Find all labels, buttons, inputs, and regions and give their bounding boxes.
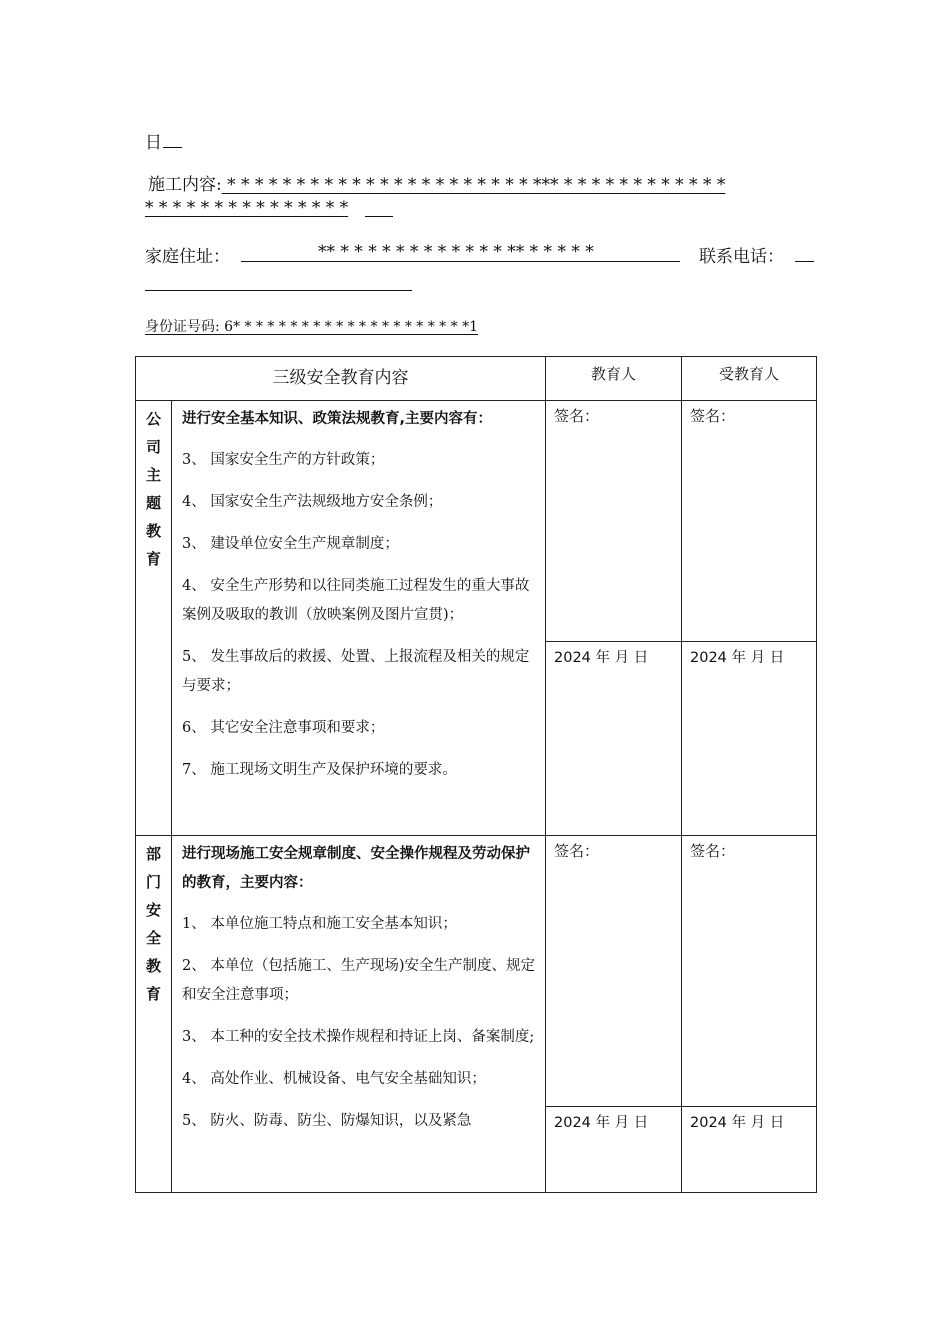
section-label-company — [136, 401, 172, 836]
label-char: 育 — [145, 550, 161, 568]
address-label: 家庭住址： — [145, 247, 230, 267]
table-row — [136, 401, 817, 642]
id-line — [145, 316, 478, 336]
label-char: 全 — [145, 929, 161, 947]
label-char: 公 — [145, 410, 161, 428]
list-item: 2、 本单位（包括施工、生产现场)安全生产制度、规定和安全注意事项； — [182, 958, 535, 1003]
list-item: 4、 高处作业、机械设备、电气安全基础知识； — [182, 1071, 486, 1087]
list-item: 3、 本工种的安全技术操作规程和持证上岗、备案制度; — [182, 1029, 535, 1045]
educatee-date-cell: 2024 年 月 日 — [682, 1107, 817, 1193]
list-item: 5、 防火、防毒、防尘、防爆知识，以及紧急 — [182, 1113, 472, 1129]
id-value: 6* * * * * * * * * * * * * * * * * * * * *1 — [224, 319, 478, 335]
construction-value-2: * * * * * * * * * * * * * * * — [145, 198, 349, 218]
section-title: 进行安全基本知识、政策法规教育,主要内容有： — [182, 411, 493, 427]
education-table — [135, 356, 817, 1193]
section-content-clip — [182, 840, 537, 1192]
section-title: 进行现场施工安全规章制度、安全操作规程及劳动保护的教育，主要内容： — [182, 846, 530, 891]
list-item: 5、 发生事故后的救援、处置、上报流程及相关的规定与要求； — [182, 649, 530, 694]
list-item: 6、 其它安全注意事项和要求； — [182, 720, 385, 736]
section-label-department — [136, 836, 172, 1193]
list-item: 3、 建设单位安全生产规章制度； — [182, 536, 399, 552]
label-char: 部 — [145, 845, 161, 863]
section-content-department — [172, 836, 546, 1193]
construction-value-1: * * * * * * * * * * * * * * * * * * * * * * *** * * * * * * * * * * * * — [221, 175, 726, 195]
label-char: 题 — [145, 494, 161, 512]
phone-underline-2 — [145, 290, 412, 291]
list-item: 3、 国家安全生产的方针政策； — [182, 452, 385, 468]
label-char: 教 — [145, 522, 161, 540]
list-item: 4、 国家安全生产法规级地方安全条例； — [182, 494, 443, 510]
educator-sign-cell: 签名： — [546, 836, 682, 1107]
list-item: 4、 安全生产形势和以往同类施工过程发生的重大事故案例及吸取的教训（放映案例及图片宣贯)； — [182, 578, 530, 623]
label-char: 育 — [145, 985, 161, 1003]
table-header-row — [136, 357, 817, 401]
educator-date-cell: 2024 年 月 日 — [546, 1107, 682, 1193]
address-value: ** * * * * * * * * * * * * ** * * * * * — [318, 242, 594, 262]
educatee-sign-cell: 签名： — [682, 836, 817, 1107]
phone-underline-1 — [795, 261, 814, 262]
id-label: 身份证号码: — [145, 319, 225, 335]
day-underline — [163, 147, 182, 148]
construction-label: 施工内容: — [148, 175, 222, 195]
educator-date-cell: 2024 年 月 日 — [546, 642, 682, 836]
label-char: 安 — [145, 901, 161, 919]
list-item: 1、 本单位施工特点和施工安全基本知识； — [182, 916, 457, 932]
label-char: 主 — [145, 466, 161, 484]
list-item: 7、 施工现场文明生产及保护环境的要求。 — [182, 762, 457, 778]
educatee-sign-cell: 签名： — [682, 401, 817, 642]
day-char: 日 — [145, 133, 162, 153]
label-char: 门 — [145, 873, 161, 891]
phone-label: 联系电话： — [699, 247, 784, 267]
header-title: 三级安全教育内容 — [136, 357, 546, 401]
day-line — [145, 128, 162, 153]
construction-line-1 — [148, 170, 725, 195]
construction-line-2 — [145, 198, 348, 218]
educator-sign-cell: 签名： — [546, 401, 682, 642]
table-row — [136, 836, 817, 1107]
header-educator: 教育人 — [546, 357, 682, 401]
construction-underline-end — [365, 216, 393, 217]
header-educatee: 受教育人 — [682, 357, 817, 401]
section-content-company — [172, 401, 546, 836]
label-char: 教 — [145, 957, 161, 975]
label-char: 司 — [145, 438, 161, 456]
educatee-date-cell: 2024 年 月 日 — [682, 642, 817, 836]
